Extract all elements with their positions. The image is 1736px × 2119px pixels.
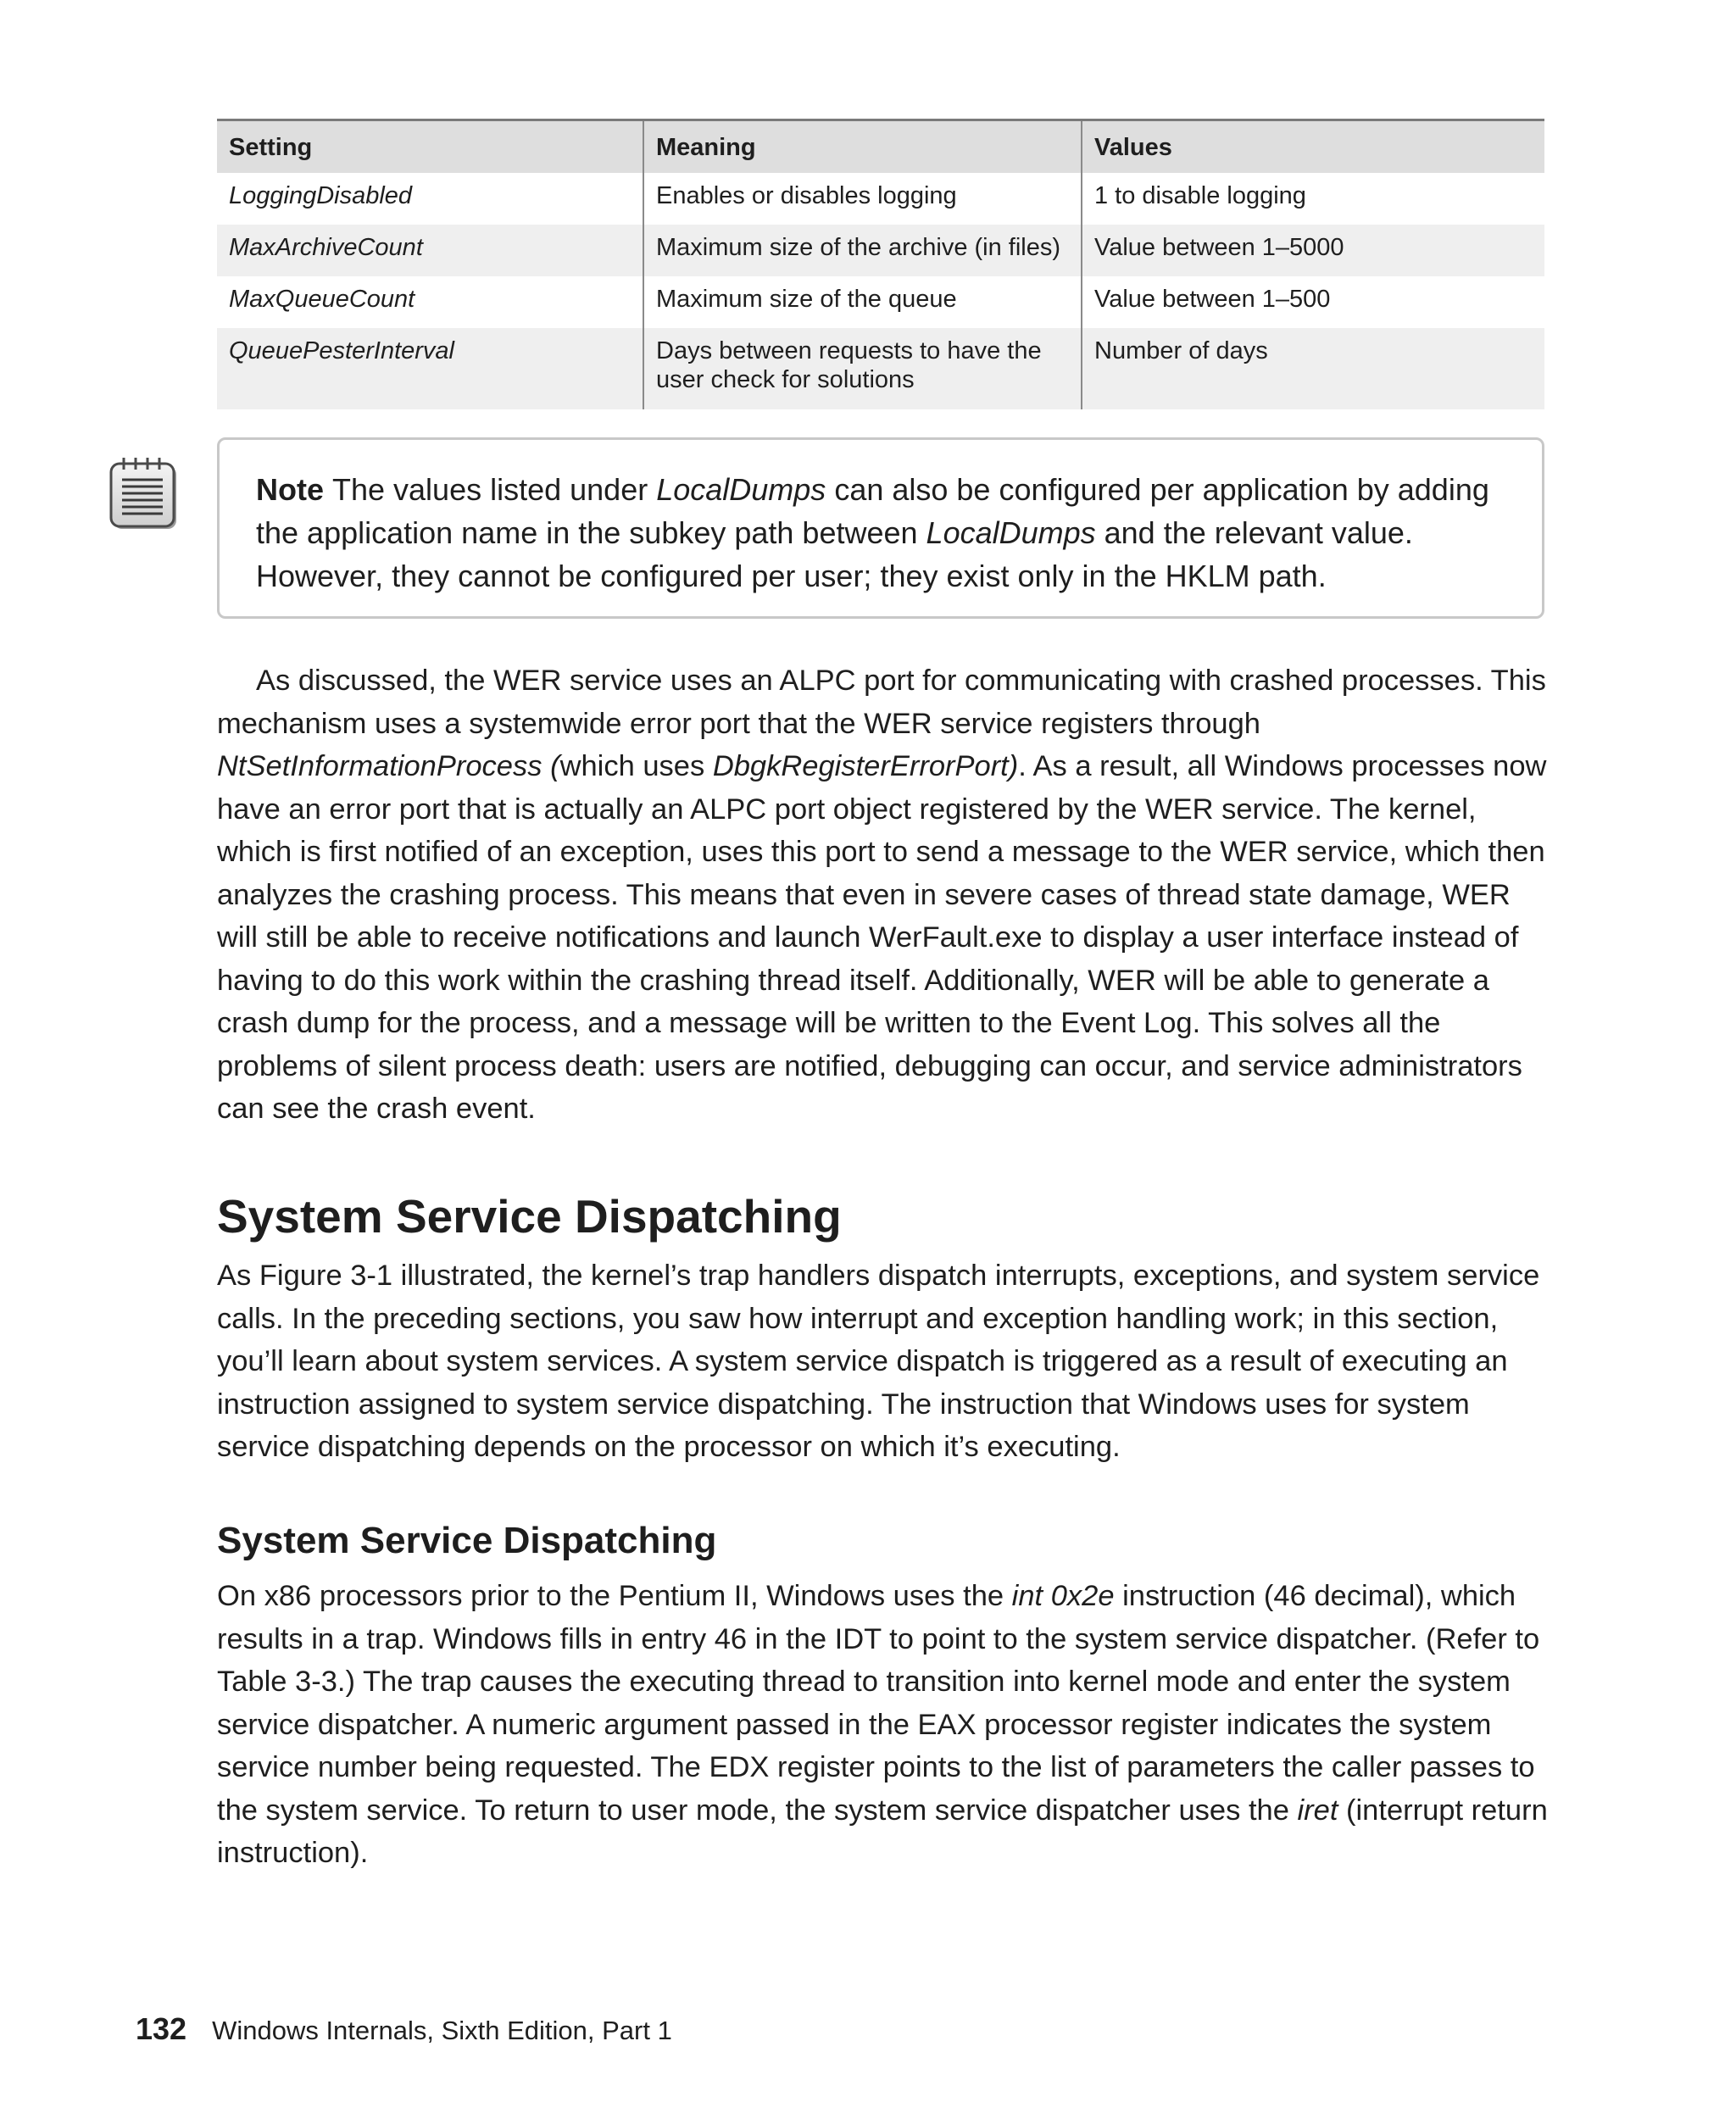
note-text xyxy=(256,468,1519,598)
meaning-cell: Days between requests to have the user check for solutions xyxy=(643,328,1082,409)
values-cell: Number of days xyxy=(1082,328,1544,409)
paragraph-text: which uses xyxy=(559,750,713,782)
meaning-cell: Maximum size of the archive (in files) xyxy=(643,225,1082,276)
setting-cell: LoggingDisabled xyxy=(217,173,643,225)
table-header-row xyxy=(217,120,1544,174)
values-cell: 1 to disable logging xyxy=(1082,173,1544,225)
book-title: Windows Internals, Sixth Edition, Part 1 xyxy=(212,2016,672,2045)
paragraph-emphasis: NtSetInformationProcess ( xyxy=(217,750,560,782)
header-meaning: Meaning xyxy=(643,120,1082,174)
note-text-part: The values listed under xyxy=(332,472,657,507)
paragraph-wer-alpc xyxy=(217,659,1548,1131)
note-text-part: can also be configured per application by adding the application name in the subkey path between xyxy=(256,472,1489,550)
values-cell: Value between 1–5000 xyxy=(1082,225,1544,276)
setting-cell: MaxArchiveCount xyxy=(217,225,643,276)
header-values: Values xyxy=(1082,120,1544,174)
subsection-heading: System Service Dispatching xyxy=(217,1520,717,1561)
section-heading: System Service Dispatching xyxy=(217,1190,842,1243)
setting-cell: MaxQueueCount xyxy=(217,276,643,328)
page-footer xyxy=(136,2011,672,2049)
paragraph-emphasis: iret xyxy=(1297,1794,1338,1827)
wer-settings-table xyxy=(217,119,1544,409)
paragraph-int-0x2e xyxy=(217,1575,1548,1875)
note-label: Note xyxy=(256,472,324,507)
meaning-cell: Maximum size of the queue xyxy=(643,276,1082,328)
paragraph-text: (interrupt return instruction). xyxy=(217,1794,1548,1869)
notepad-icon xyxy=(108,454,180,532)
table-row xyxy=(217,173,1544,225)
paragraph-text: . As a result, all Windows processes now have an error port that is actually an ALPC port object registered by the WER service. The kernel, which is first notified of an exception, uses this port to send a message to the WER service, which then analyzes the crashing process. This means that even in severe cases of thread state damage, WER will still be able to receive notifications and launch WerFault.exe to display a user interface instead of having to do this work within the crashing thread itself. Additionally, WER will be able to generate a crash dump for the process, and a message will be written to the Event Log. This solves all the problems of silent process death: users are notified, debugging can occur, and service administrators can see the crash event. xyxy=(217,750,1547,1125)
table-row xyxy=(217,276,1544,328)
paragraph-text: As discussed, the WER service uses an ALPC port for communicating with crashed processes. This mechanism uses a systemwide error port that the WER service registers through xyxy=(217,665,1546,740)
values-cell: Value between 1–500 xyxy=(1082,276,1544,328)
paragraph-system-services: As Figure 3-1 illustrated, the kernel’s trap handlers dispatch interrupts, exceptions, and system service calls. In the preceding sections, you saw how interrupt and exception handling work; in this section, you’ll learn about system services. A system service dispatch is triggered as a result of executing an instruction assigned to system service dispatching. The instruction that Windows uses for system service dispatching depends on the processor on which it’s executing. xyxy=(217,1260,1540,1463)
page-number: 132 xyxy=(136,2011,187,2046)
paragraph-text: instruction (46 decimal), which results in a trap. Windows fills in entry 46 in the IDT to point to the system service dispatcher. (Refer to Table 3-3.) The trap causes the executing thread to transition into kernel mode and enter the system service dispatcher. A numeric argument passed in the EAX processor register indicates the system service number being requested. The EDX register points to the list of parameters the caller passes to the system service. To return to user mode, the system service dispatcher uses the xyxy=(217,1580,1540,1827)
meaning-cell: Enables or disables logging xyxy=(643,173,1082,225)
paragraph-emphasis: int 0x2e xyxy=(1011,1580,1115,1612)
header-setting: Setting xyxy=(217,120,643,174)
note-text-part: and the relevant value. However, they cannot be configured per user; they exist only in the HKLM path. xyxy=(256,515,1413,593)
note-emphasis: LocalDumps xyxy=(656,472,826,507)
note-emphasis: LocalDumps xyxy=(926,515,1096,550)
table-row xyxy=(217,225,1544,276)
paragraph-emphasis: DbgkRegisterErrorPort) xyxy=(712,750,1019,782)
paragraph-text: On x86 processors prior to the Pentium II, Windows uses the xyxy=(217,1580,1012,1612)
table-row xyxy=(217,328,1544,409)
setting-cell: QueuePesterInterval xyxy=(217,328,643,409)
